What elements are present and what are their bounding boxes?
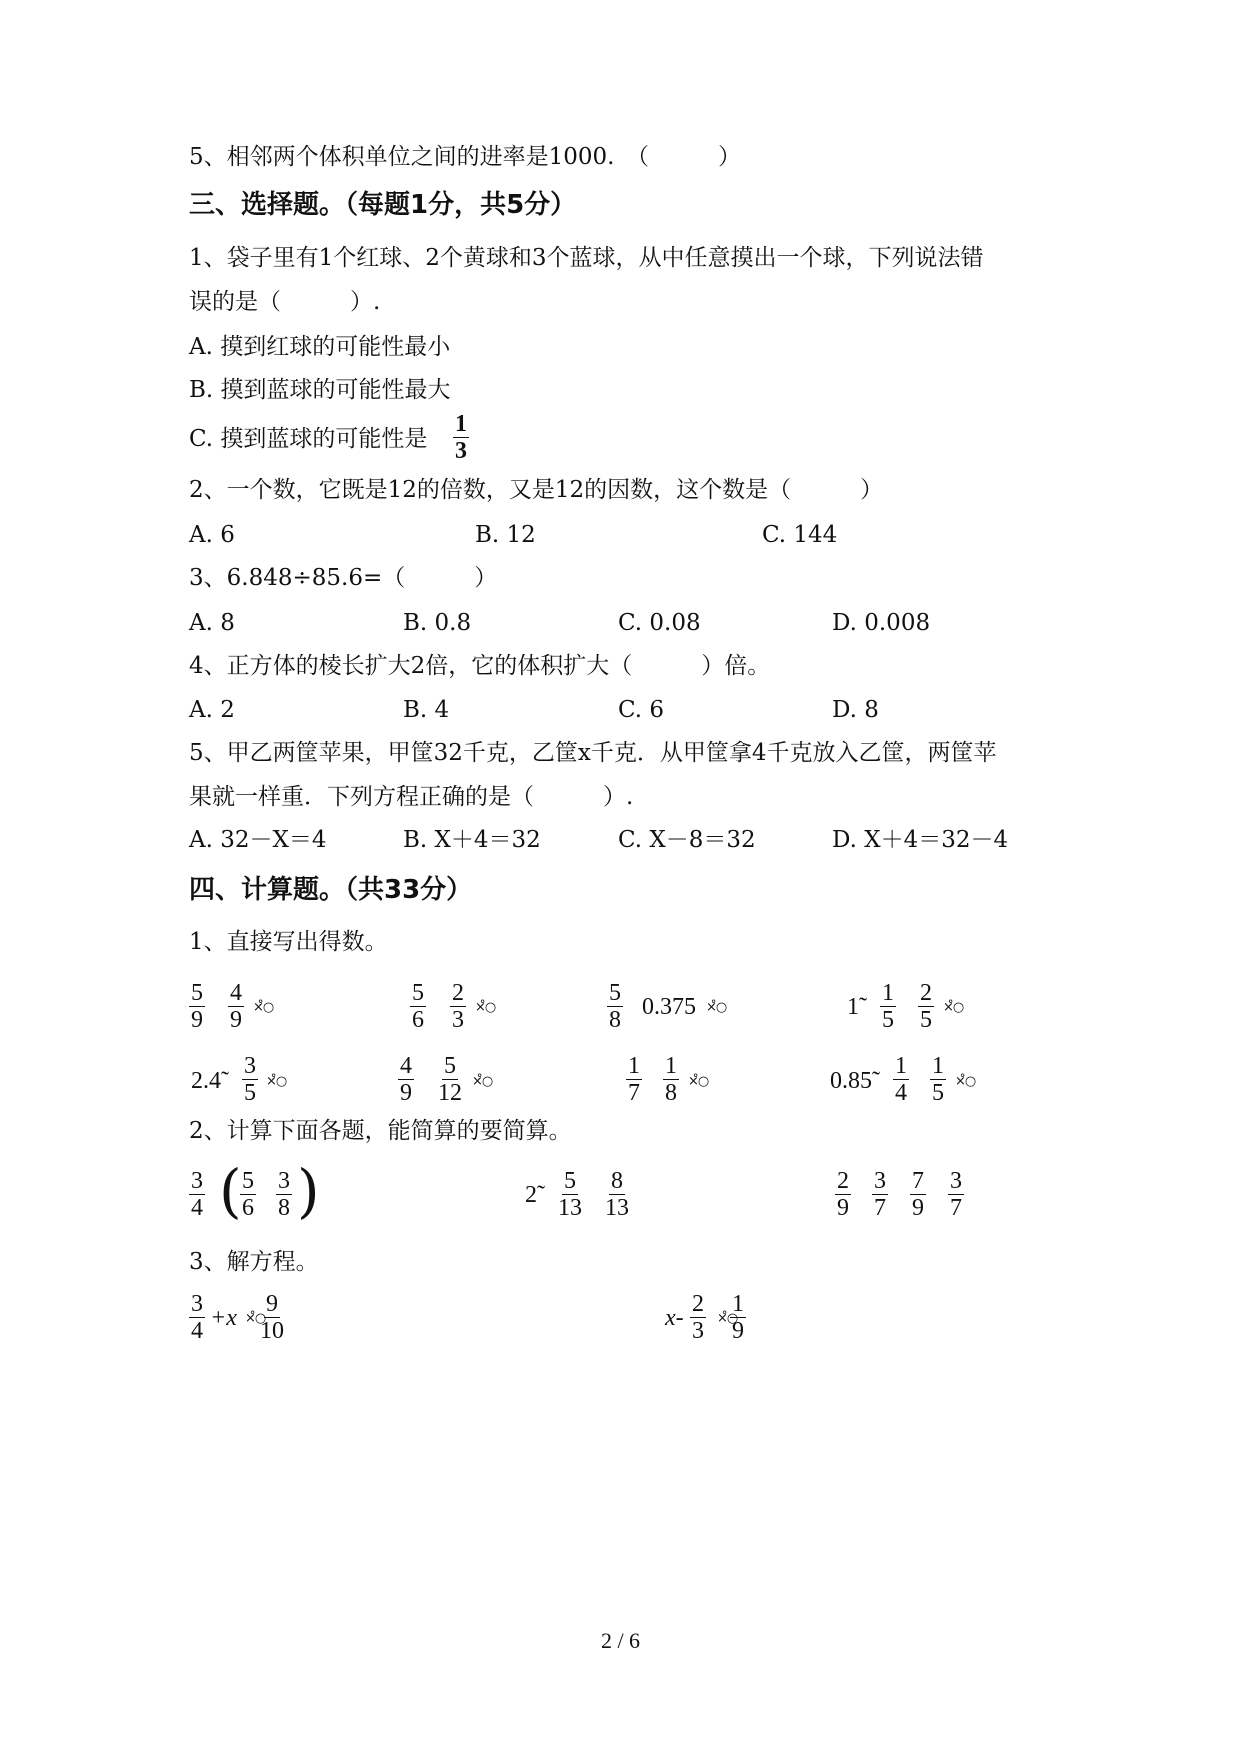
choice-q5-option-c: C. X－8＝32 <box>618 827 756 853</box>
equals-glyph: ×̊○ <box>472 1074 493 1089</box>
choice-q1-option-b: B. 摸到蓝球的可能性最大 <box>189 377 451 403</box>
frac-4-9: $\frac{4}{9}$ <box>400 1053 412 1106</box>
calc-sub2: 2、计算下面各题，能简算的要简算。 <box>189 1118 572 1144</box>
calc-sub3: 3、解方程。 <box>189 1249 319 1275</box>
choice-q5-option-b: B. X＋4＝32 <box>403 827 541 853</box>
fraction-one-third: $\frac{1}{3}$ <box>455 411 467 464</box>
choice-q4-option-c: C. 6 <box>618 697 665 723</box>
frac-5-9: $\frac{5}{9}$ <box>191 980 203 1033</box>
decimal-0375: 0.375 <box>642 994 696 1020</box>
choice-q4-option-d: D. 8 <box>832 697 879 723</box>
frac-3-4: $\frac{3}{4}$ <box>191 1168 203 1221</box>
frac-9-10: $\frac{9}{10}$ <box>260 1291 284 1344</box>
choice-q5-line1: 5、甲乙两筐苹果，甲筐32千克，乙筐x千克．从甲筐拿4千克放入乙筐，两筐苹 <box>189 740 997 766</box>
frac-1-4: $\frac{1}{4}$ <box>895 1053 907 1106</box>
frac-5-13: $\frac{5}{13}$ <box>558 1168 582 1221</box>
tilde-one: 1̃ <box>847 994 859 1020</box>
left-paren: ( <box>219 1157 242 1225</box>
section-4-title: 四、计算题。（共33分） <box>189 875 473 905</box>
frac-3-8: $\frac{3}{8}$ <box>278 1168 290 1221</box>
section-3-title: 三、选择题。（每题1分，共5分） <box>189 190 577 220</box>
choice-q1-option-a: A. 摸到红球的可能性最小 <box>189 334 451 360</box>
equals-glyph: ×̊○ <box>266 1074 287 1089</box>
right-paren: ) <box>297 1157 320 1225</box>
frac-5-6: $\frac{5}{6}$ <box>242 1168 254 1221</box>
choice-q4: 4、正方体的棱长扩大2倍，它的体积扩大（ ）倍。 <box>189 653 771 679</box>
frac-1-8: $\frac{1}{8}$ <box>665 1053 677 1106</box>
choice-q1-line1: 1、袋子里有1个红球、2个黄球和3个蓝球，从中任意摸出一个球，下列说法错 <box>189 245 984 271</box>
frac-1-5: $\frac{1}{5}$ <box>882 980 894 1033</box>
choice-q3-option-d: D. 0.008 <box>832 610 931 636</box>
choice-q2-option-c: C. 144 <box>762 522 838 548</box>
frac-1-9: $\frac{1}{9}$ <box>732 1291 744 1344</box>
frac-3-4: $\frac{3}{4}$ <box>191 1291 203 1344</box>
frac-7-9: $\frac{7}{9}$ <box>912 1168 924 1221</box>
frac-3-5: $\frac{3}{5}$ <box>244 1053 256 1106</box>
equals-glyph: ×̊○ <box>943 1000 964 1015</box>
decimal-085: 0.85̃ <box>830 1068 872 1094</box>
choice-q3: 3、6.848÷85.6=（ ） <box>189 565 498 591</box>
frac-1-5: $\frac{1}{5}$ <box>932 1053 944 1106</box>
choice-q3-option-c: C. 0.08 <box>618 610 701 636</box>
frac-2-5: $\frac{2}{5}$ <box>920 980 932 1033</box>
frac-5-6: $\frac{5}{6}$ <box>412 980 424 1033</box>
frac-3-7: $\frac{3}{7}$ <box>874 1168 886 1221</box>
x-minus: x- <box>665 1305 684 1331</box>
frac-8-13: $\frac{8}{13}$ <box>605 1168 629 1221</box>
frac-5-8: $\frac{5}{8}$ <box>609 980 621 1033</box>
choice-q2-option-b: B. 12 <box>475 522 536 548</box>
choice-q4-option-b: B. 4 <box>403 697 450 723</box>
frac-2-9: $\frac{2}{9}$ <box>837 1168 849 1221</box>
equals-glyph: ×̊○ <box>688 1074 709 1089</box>
frac-4-9: $\frac{4}{9}$ <box>230 980 242 1033</box>
tilde-two: 2̃ <box>525 1182 537 1208</box>
choice-q1-line2: 误的是（ ）. <box>189 289 381 315</box>
equals-glyph: ×̊○ <box>253 1000 274 1015</box>
choice-q2-option-a: A. 6 <box>189 522 235 548</box>
choice-q5-line2: 果就一样重．下列方程正确的是（ ）. <box>189 784 634 810</box>
choice-q5-option-a: A. 32－X＝4 <box>189 827 327 853</box>
plus-x: +x <box>210 1305 237 1331</box>
page-number: 2 / 6 <box>600 1628 641 1653</box>
choice-q1-option-c: C. 摸到蓝球的可能性是 <box>189 426 428 452</box>
equals-glyph: ×̊○ <box>955 1074 976 1089</box>
decimal-24: 2.4̃ <box>191 1068 221 1094</box>
equals-glyph: ×̊○ <box>706 1000 727 1015</box>
equals-glyph: ×̊○ <box>717 1311 738 1326</box>
frac-2-3: $\frac{2}{3}$ <box>452 980 464 1033</box>
equals-glyph: ×̊○ <box>245 1311 266 1326</box>
judge-question-5: 5、相邻两个体积单位之间的进率是1000. （ ） <box>189 144 741 170</box>
frac-5-12: $\frac{5}{12}$ <box>438 1053 462 1106</box>
choice-q5-option-d: D. X＋4＝32－4 <box>832 827 1009 853</box>
choice-q4-option-a: A. 2 <box>189 697 235 723</box>
frac-1-7: $\frac{1}{7}$ <box>628 1053 640 1106</box>
frac-3-7: $\frac{3}{7}$ <box>950 1168 962 1221</box>
choice-q3-option-b: B. 0.8 <box>403 610 472 636</box>
choice-q3-option-a: A. 8 <box>189 610 235 636</box>
equals-glyph: ×̊○ <box>475 1000 496 1015</box>
calc-sub1: 1、直接写出得数。 <box>189 929 388 955</box>
choice-q2: 2、一个数，它既是12的倍数，又是12的因数，这个数是（ ） <box>189 477 884 503</box>
frac-2-3: $\frac{2}{3}$ <box>692 1291 704 1344</box>
